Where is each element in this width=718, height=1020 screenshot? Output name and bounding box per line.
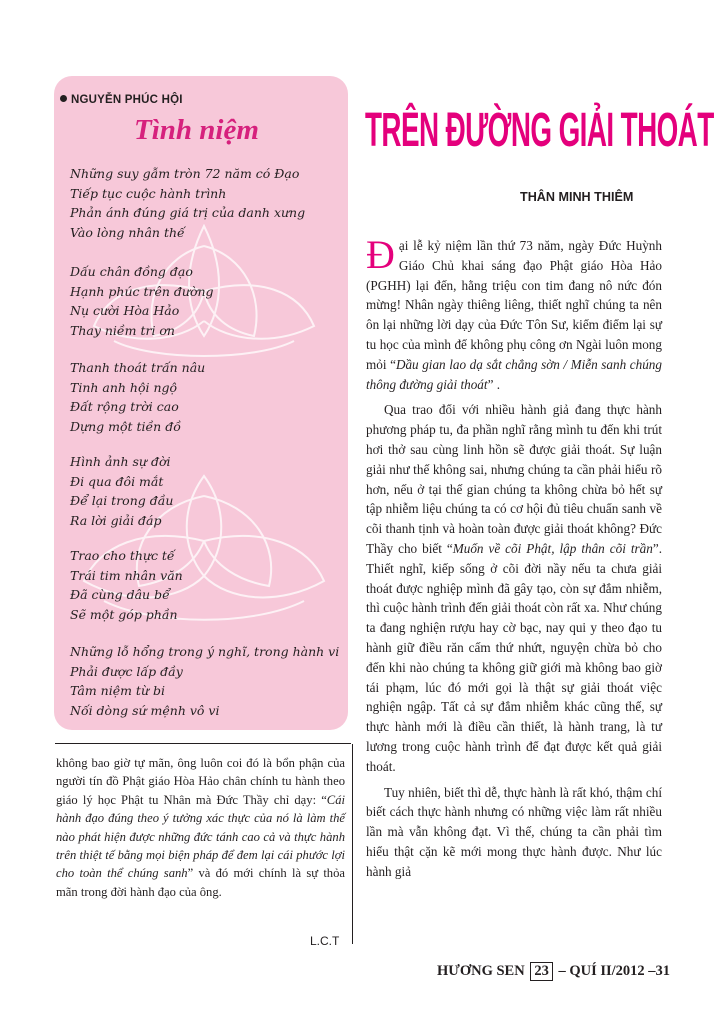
article-title: TRÊN ĐƯỜNG GIẢI THOÁT (365, 104, 714, 157)
poem-line: Tiếp tục cuộc hành trình (70, 185, 227, 201)
poem-line: Tâm niệm từ bi (70, 683, 165, 699)
paragraph-text: Qua trao đổi với nhiều hành giả đang thực hành phương pháp tu, đa phần nghĩ rằng mình tu đến khi trút hơi thở sau cùng linh hồn sẽ được giải thoát. Sự luận giải như thế không sai, nhưng chúng ta cần phải hiểu rõ hơn, nếu ở tại thế gian chúng ta không chừa bỏ hết sự tập nhiễm liệu chúng ta có cơ hội đủ tiêu chuẩn sanh về cõi thanh tịnh và hoàn toàn được giải thoát không? Đức Thầy cho biết “ (366, 402, 662, 556)
poem-line: Trái tim nhân văn (70, 567, 183, 583)
paragraph-quote: Muốn về cõi Phật, lập thân cõi trần (452, 540, 653, 556)
issue-number: 23 (530, 962, 553, 981)
article-paragraph (366, 232, 662, 394)
paragraph-text: Tuy nhiên, biết thì dễ, thực hành là rất khó, thậm chí biết cách thực hành nhưng có những việc làm rất nhiều lần mà vẫn không đạt. Vì thế, chúng ta cần phải tìm hiểu thật cặn kẽ mới mong thực hành được. Như lúc hành giả (366, 784, 662, 879)
poem-line: Thay niềm tri ơn (70, 322, 175, 338)
article-author: THÂN MINH THIÊM (520, 190, 634, 204)
poem-stanza (70, 546, 183, 624)
bullet-icon (60, 95, 67, 102)
poem-line: Nụ cười Hòa Hảo (70, 303, 180, 319)
poem-line: Phản ánh đúng giá trị của danh xưng (70, 205, 306, 221)
poem-line: Hình ảnh sự đời (70, 454, 171, 469)
poem-line: Những lỗ hổng trong ý nghĩ, trong hành vi (70, 644, 340, 659)
poem-stanza (70, 642, 339, 720)
poem-line: Dựng một tiền đồ (70, 418, 181, 434)
poem-box (54, 76, 348, 730)
article-body (366, 232, 662, 888)
poem-line: Ra lời giải đáp (70, 512, 162, 528)
poem-stanza (70, 164, 305, 242)
poem-line: Để lại trong đầu (70, 493, 174, 509)
divider (55, 743, 351, 744)
poem-line: Nối dòng sứ mệnh vô vi (70, 702, 220, 718)
note-signature: L.C.T (310, 934, 340, 948)
poem-line: Tinh anh hội ngộ (70, 379, 178, 395)
poem-stanza (70, 358, 205, 436)
poem-line: Phải được lấp đầy (70, 663, 183, 679)
note-text: không bao giờ tự mãn, ông luôn coi đó là bổn phận của người tín đồ Phật giáo Hòa Hảo chân chính tu hành theo giáo lý học Phật tu Nhân mà Đức Thầy chỉ dạy: “ (56, 756, 345, 807)
poem-line: Trao cho thực tế (70, 548, 175, 563)
poem-line: Đất rộng trời cao (70, 399, 179, 415)
poem-line: Thanh thoát trấn nâu (70, 360, 206, 375)
poem-stanza (70, 452, 173, 530)
page-footer (437, 962, 670, 981)
poem-line: Dấu chân đồng đạo (70, 264, 193, 279)
poem-line: Hạnh phúc trên đường (70, 283, 214, 299)
poem-line: Sẽ một góp phần (70, 606, 178, 622)
poem-author: NGUYỄN PHÚC HỘI (60, 94, 183, 106)
note-quote: Cái hành đạo đúng theo ý tưởng xác thực của nó là làm thế nào phát hiện được những đức tánh cao cả và thực hành trên thiệt tế bằng mọi biện pháp để đem lại cái phước lợi cho toàn thể chúng sanh (56, 792, 345, 881)
paragraph-text: ”. Thiết nghĩ, kiếp sống ở cõi đời nầy nếu ta chưa giải thoát được nghiệp mình đã gây tạo, còn sự đắm nhiễm, thì cuộc hành trình đến giải thoát còn rất xa. Như chúng ta đang nghiện rượu hay cờ bạc, nay qui y theo đạo tu hành giữ điều răn cấm thứ nhứt, nguyện chừa bỏ cho đến khi nào chúng ta không giữ giới mà không bao giờ tái phạm, lúc đó mới gọi là thật sự giải thoát việc nghiện ngập. Tất cả sự đắm nhiễm khác cũng thế, sự thực hành mới là điều cần thiết, là hành trang, là tư lương trong cuộc hành trình để đạt được kết quả giải thoát. (366, 540, 662, 774)
poem-title: Tình niệm (134, 114, 259, 146)
magazine-name: HƯƠNG SEN (437, 963, 525, 979)
note-text: ” và đó mới chính là sự thỏa mãn trong đời hành đạo của ông. (56, 866, 345, 899)
poem-line: Đã cùng dâu bể (70, 587, 170, 603)
poem-line: Những suy gẫm tròn 72 năm có Đạo (70, 166, 300, 181)
note-paragraph (56, 754, 345, 901)
paragraph-text: ” . (487, 376, 501, 392)
article-paragraph (366, 400, 662, 776)
article-paragraph (366, 783, 662, 882)
poem-line: Đi qua đôi mắt (70, 473, 164, 489)
issue-period: – QUÍ II/2012 – (558, 963, 656, 979)
paragraph-quote: Dầu gian lao dạ sắt chẳng sờn / Miễn sanh chúng thông đường giải thoát (366, 356, 662, 392)
poem-line: Vào lòng nhân thế (70, 224, 185, 240)
drop-cap: Đ (366, 232, 395, 277)
paragraph-text: ại lễ kỷ niệm lần thứ 73 năm, ngày Đức Huỳnh Giáo Chủ khai sáng đạo Phật giáo Hòa Hảo (PGHH) lại đến, hằng triệu con tim đang nô nức đón mừng! Nhân ngày thiêng liêng, thiết nghĩ chúng ta nên ôn lại những lời dạy của Đức Tôn Sư, kiểm điểm lại sự tu học của mình để không phụ công ơn Ngài luôn mong mỏi “ (366, 238, 662, 372)
page-number: 31 (655, 963, 671, 979)
column-divider (352, 744, 353, 944)
poem-stanza (70, 262, 214, 340)
